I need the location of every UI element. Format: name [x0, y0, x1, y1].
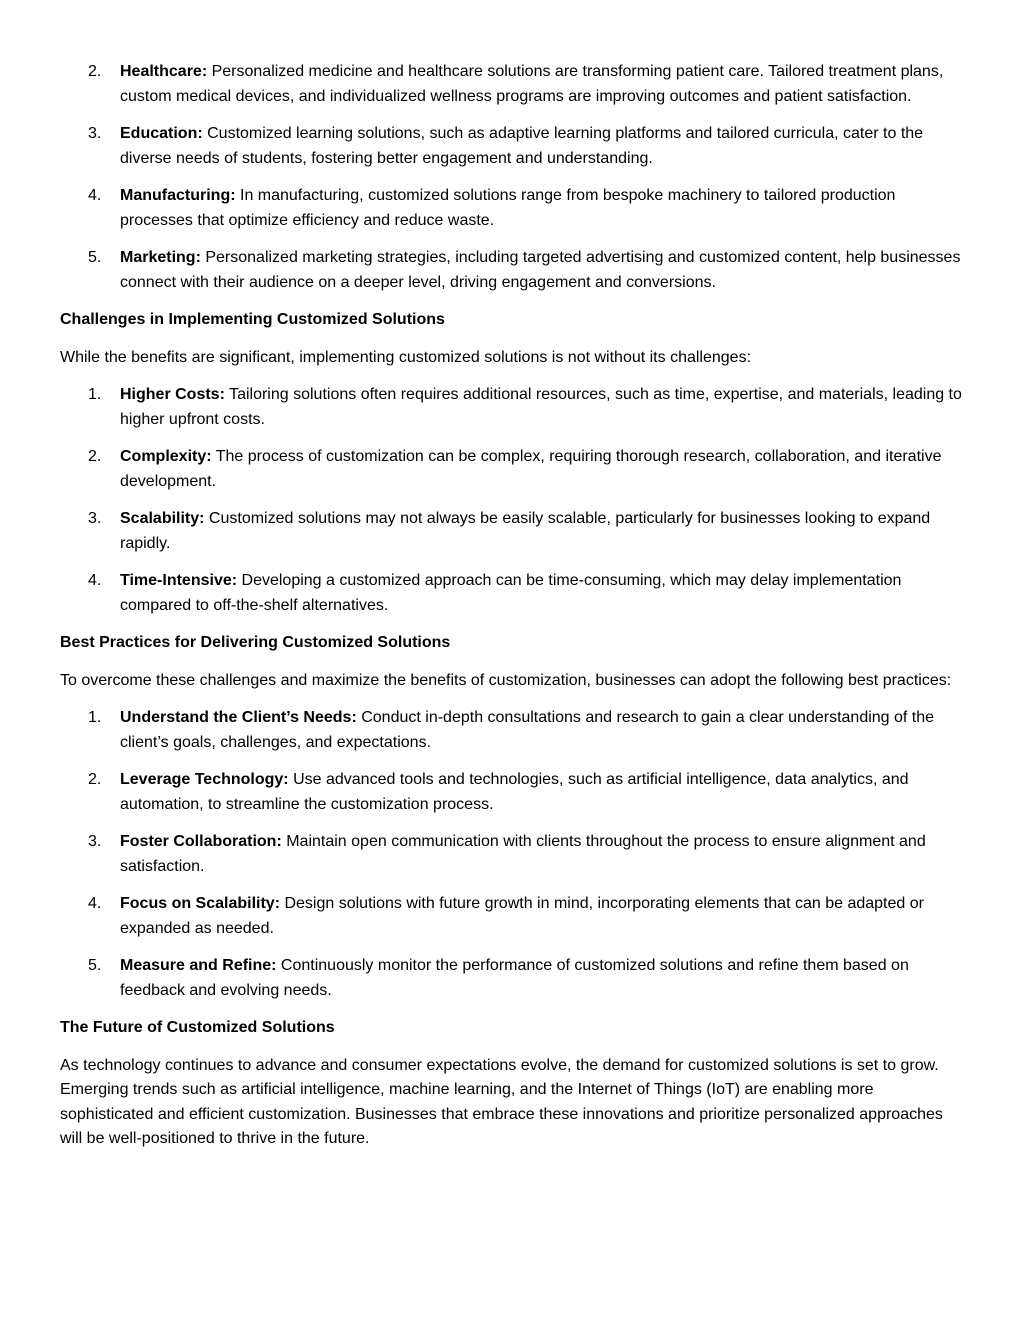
- list-number: 3.: [88, 125, 102, 142]
- best-practices-list: [60, 706, 966, 1003]
- list-text: Use advanced tools and technologies, such as artificial intelligence, data analytics, and automation, to streamline the customization process.: [120, 771, 909, 813]
- section-heading-challenges: Challenges in Implementing Customized Solutions: [60, 311, 445, 328]
- list-number: 3.: [88, 833, 102, 850]
- list-term: Time-Intensive:: [120, 572, 238, 589]
- list-item: [60, 830, 966, 879]
- list-item: [60, 383, 966, 432]
- list-item: [60, 184, 966, 233]
- list-number: 5.: [88, 249, 102, 266]
- list-number: 1.: [88, 386, 102, 403]
- list-number: 5.: [88, 957, 102, 974]
- list-term: Education:: [120, 125, 203, 142]
- section-body-future: As technology continues to advance and consumer expectations evolve, the demand for customized solutions is set to grow. Emerging trends such as artificial intelligence, machine learning, and the Internet of Things (IoT) are enabling more sophisticated and efficient customization. Businesses that embrace these innovations and prioritize personalized approaches will be well-positioned to thrive in the future.: [60, 1056, 943, 1147]
- list-term: Understand the Client’s Needs:: [120, 709, 357, 726]
- list-item: [60, 954, 966, 1003]
- list-item: [60, 569, 966, 618]
- list-number: 2.: [88, 448, 102, 465]
- list-item: [60, 60, 966, 109]
- list-text: Maintain open communication with clients throughout the process to ensure alignment and satisfaction.: [120, 833, 926, 875]
- list-term: Focus on Scalability:: [120, 895, 281, 912]
- list-term: Healthcare:: [120, 63, 208, 80]
- list-term: Marketing:: [120, 249, 201, 266]
- list-item: [60, 445, 966, 494]
- list-term: Leverage Technology:: [120, 771, 289, 788]
- section-intro-challenges: While the benefits are significant, implementing customized solutions is not without its challenges:: [60, 348, 752, 366]
- list-text: In manufacturing, customized solutions range from bespoke machinery to tailored production processes that optimize efficiency and reduce waste.: [120, 187, 896, 229]
- list-text: Continuously monitor the performance of customized solutions and refine them based on feedback and evolving needs.: [120, 957, 909, 999]
- section-heading-future: The Future of Customized Solutions: [60, 1019, 335, 1036]
- list-text: Personalized marketing strategies, including targeted advertising and customized content, help businesses connect with their audience on a deeper level, driving engagement and conversions.: [120, 249, 961, 291]
- list-text: Conduct in-depth consultations and research to gain a clear understanding of the client’s goals, challenges, and expectations.: [120, 709, 935, 751]
- section-heading-best-practices: Best Practices for Delivering Customized Solutions: [60, 634, 451, 651]
- list-term: Measure and Refine:: [120, 957, 277, 974]
- list-item: [60, 122, 966, 171]
- list-text: Personalized medicine and healthcare solutions are transforming patient care. Tailored treatment plans, custom medical devices, and individualized wellness programs are improving outcomes and patient satisfaction.: [120, 63, 944, 105]
- list-term: Complexity:: [120, 448, 212, 465]
- list-item: [60, 246, 966, 295]
- list-item: [60, 507, 966, 556]
- list-term: Foster Collaboration:: [120, 833, 282, 850]
- industries-list: [60, 60, 966, 295]
- list-text: Design solutions with future growth in mind, incorporating elements that can be adapted or expanded as needed.: [120, 895, 924, 937]
- challenges-list: [60, 383, 966, 618]
- list-number: 2.: [88, 771, 102, 788]
- list-text: Tailoring solutions often requires additional resources, such as time, expertise, and materials, leading to higher upfront costs.: [120, 386, 962, 428]
- list-number: 4.: [88, 895, 102, 912]
- document-page: [60, 60, 966, 1165]
- list-term: Scalability:: [120, 510, 205, 527]
- list-number: 4.: [88, 187, 102, 204]
- list-text: The process of customization can be complex, requiring thorough research, collaboration, and iterative development.: [120, 448, 942, 490]
- list-number: 1.: [88, 709, 102, 726]
- list-text: Customized solutions may not always be easily scalable, particularly for businesses looking to expand rapidly.: [120, 510, 931, 552]
- section-intro-best-practices: To overcome these challenges and maximize the benefits of customization, businesses can adopt the following best practices:: [60, 671, 952, 689]
- list-item: [60, 768, 966, 817]
- list-number: 3.: [88, 510, 102, 527]
- list-item: [60, 706, 966, 755]
- list-number: 4.: [88, 572, 102, 589]
- list-text: Customized learning solutions, such as adaptive learning platforms and tailored curricula, cater to the diverse needs of students, fostering better engagement and understanding.: [120, 125, 924, 167]
- list-text: Developing a customized approach can be time-consuming, which may delay implementation compared to off-the-shelf alternatives.: [120, 572, 902, 614]
- list-number: 2.: [88, 63, 102, 80]
- list-term: Higher Costs:: [120, 386, 225, 403]
- list-item: [60, 892, 966, 941]
- list-term: Manufacturing:: [120, 187, 236, 204]
